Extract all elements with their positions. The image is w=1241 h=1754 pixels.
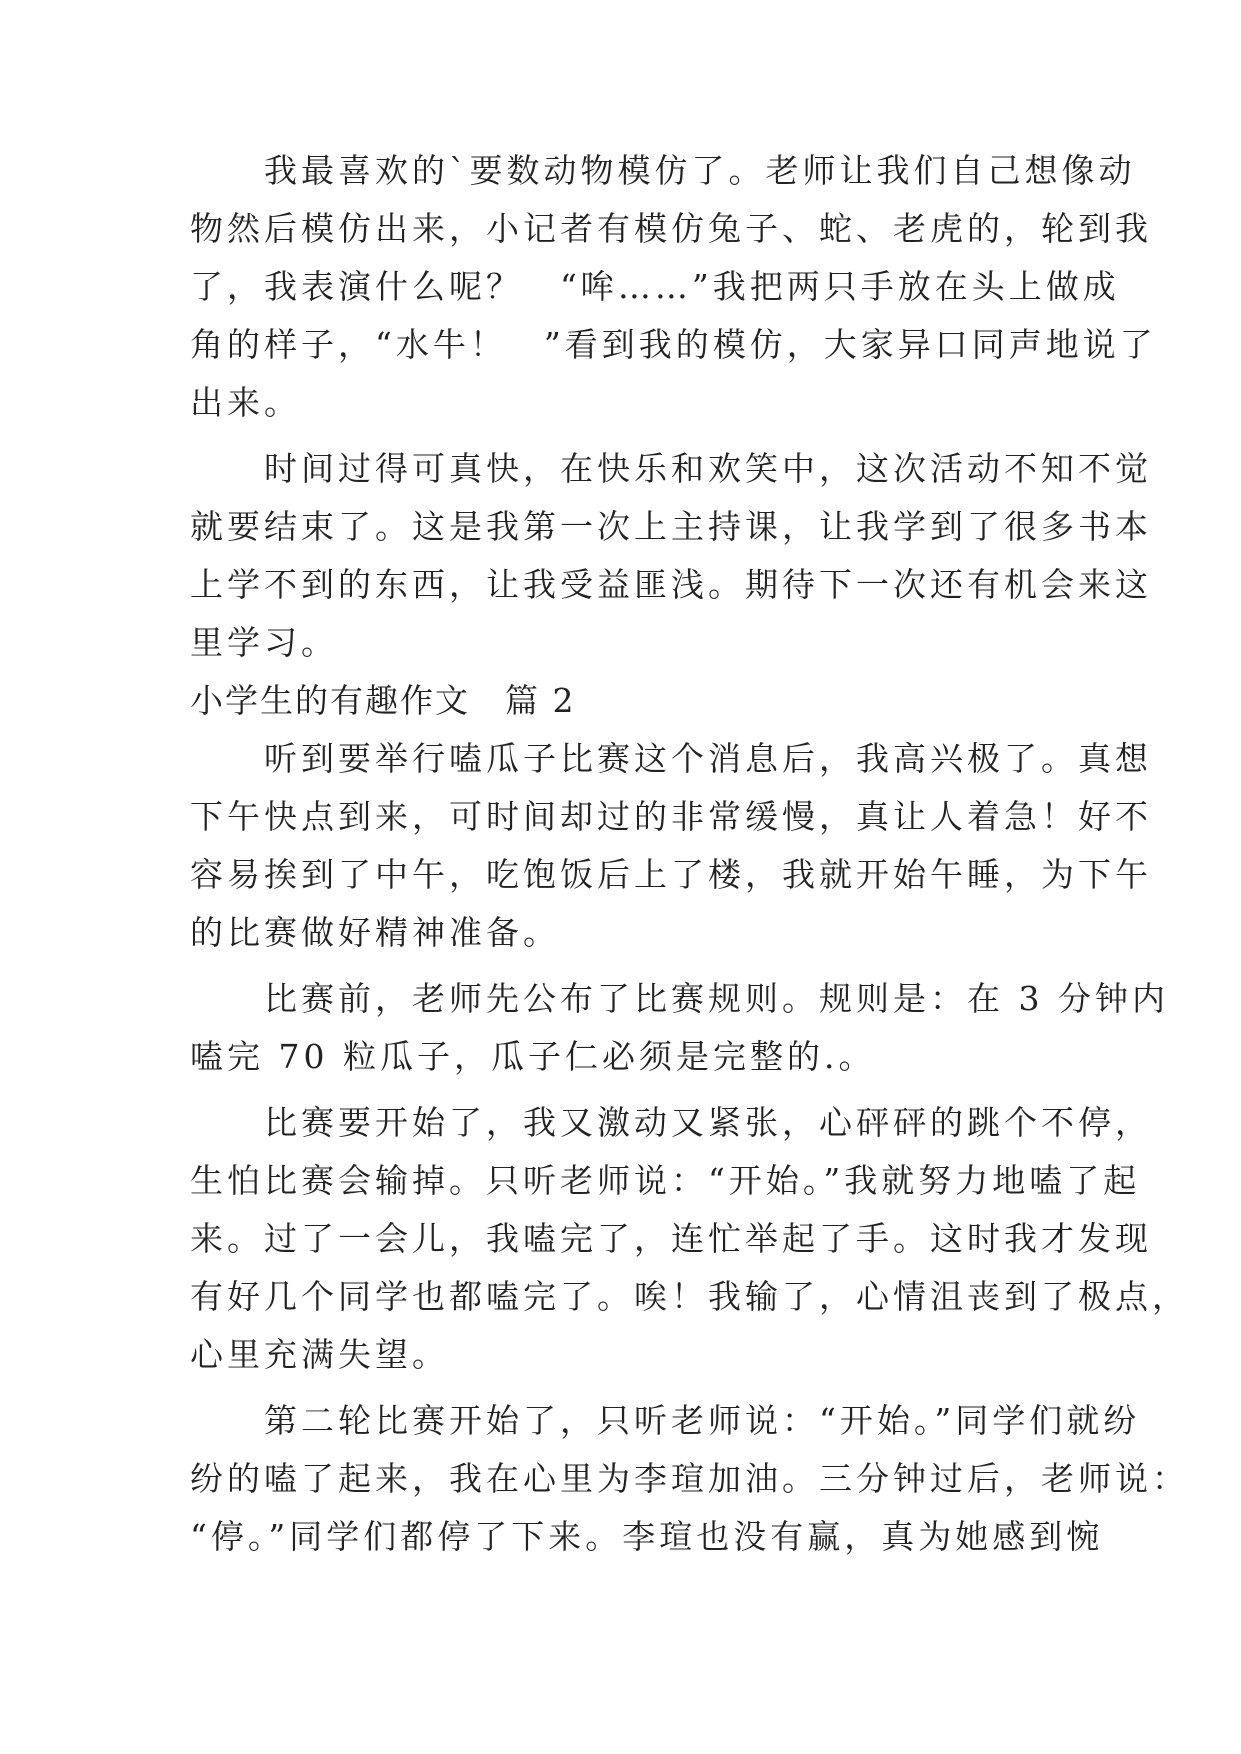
text-line: 出来。 [190,383,301,422]
text-line: 里学习。 [190,623,338,662]
paragraph-5 [190,1094,1189,1384]
text-line: 了，我表演什么呢？ “哞……”我把两只手放在头上做成 [190,267,1120,306]
text-line: 心里充满失望。 [190,1335,449,1374]
text-line: 来。过了一会儿，我嗑完了，连忙举起了手。这时我才发现 [190,1219,1152,1258]
paragraph-6 [190,1392,1189,1566]
text-line: 纷的嗑了起来，我在心里为李瑄加油。三分钟过后，老师说： [190,1459,1189,1498]
text-line: 时间过得可真快，在快乐和欢笑中，这次活动不知不觉 [190,449,1152,488]
text-line: 容易挨到了中午，吃饱饭后上了楼，我就开始午睡，为下午 [190,855,1152,894]
text-line: 嗑完 70 粒瓜子，瓜子仁必须是完整的.。 [190,1037,876,1076]
text-line: 的比赛做好精神准备。 [190,913,560,952]
paragraph-2 [190,440,1152,672]
text-line: 第二轮比赛开始了，只听老师说：“开始。”同学们就纷 [190,1401,1141,1440]
paragraph-3 [190,730,1152,962]
text-line: 下午快点到来，可时间却过的非常缓慢，真让人着急！好不 [190,797,1152,836]
text-line: “停。”同学们都停了下来。李瑄也没有赢，真为她感到惋 [190,1517,1104,1556]
text-line: 我最喜欢的`要数动物模仿了。老师让我们自己想像动 [190,151,1136,190]
text-line: 就要结束了。这是我第一次上主持课，让我学到了很多书本 [190,507,1152,546]
text-line: 有好几个同学也都嗑完了。唉！我输了，心情沮丧到了极点， [190,1277,1189,1316]
text-line: 比赛要开始了，我又激动又紧张，心砰砰的跳个不停， [190,1103,1152,1142]
document-body [190,142,1189,1566]
section-heading: 小学生的有趣作文 篇 2 [190,681,576,720]
text-line: 生怕比赛会输掉。只听老师说：“开始。”我就努力地嗑了起 [190,1161,1141,1200]
paragraph-1 [190,142,1157,432]
paragraph-4 [190,970,1169,1086]
text-line: 物然后模仿出来，小记者有模仿兔子、蛇、老虎的，轮到我 [190,209,1152,248]
text-line: 上学不到的东西，让我受益匪浅。期待下一次还有机会来这 [190,565,1152,604]
text-line: 角的样子，“水牛！ ”看到我的模仿，大家异口同声地说了 [190,325,1157,364]
text-line: 听到要举行嗑瓜子比赛这个消息后，我高兴极了。真想 [190,739,1152,778]
text-line: 比赛前，老师先公布了比赛规则。规则是：在 3 分钟内 [190,979,1169,1018]
